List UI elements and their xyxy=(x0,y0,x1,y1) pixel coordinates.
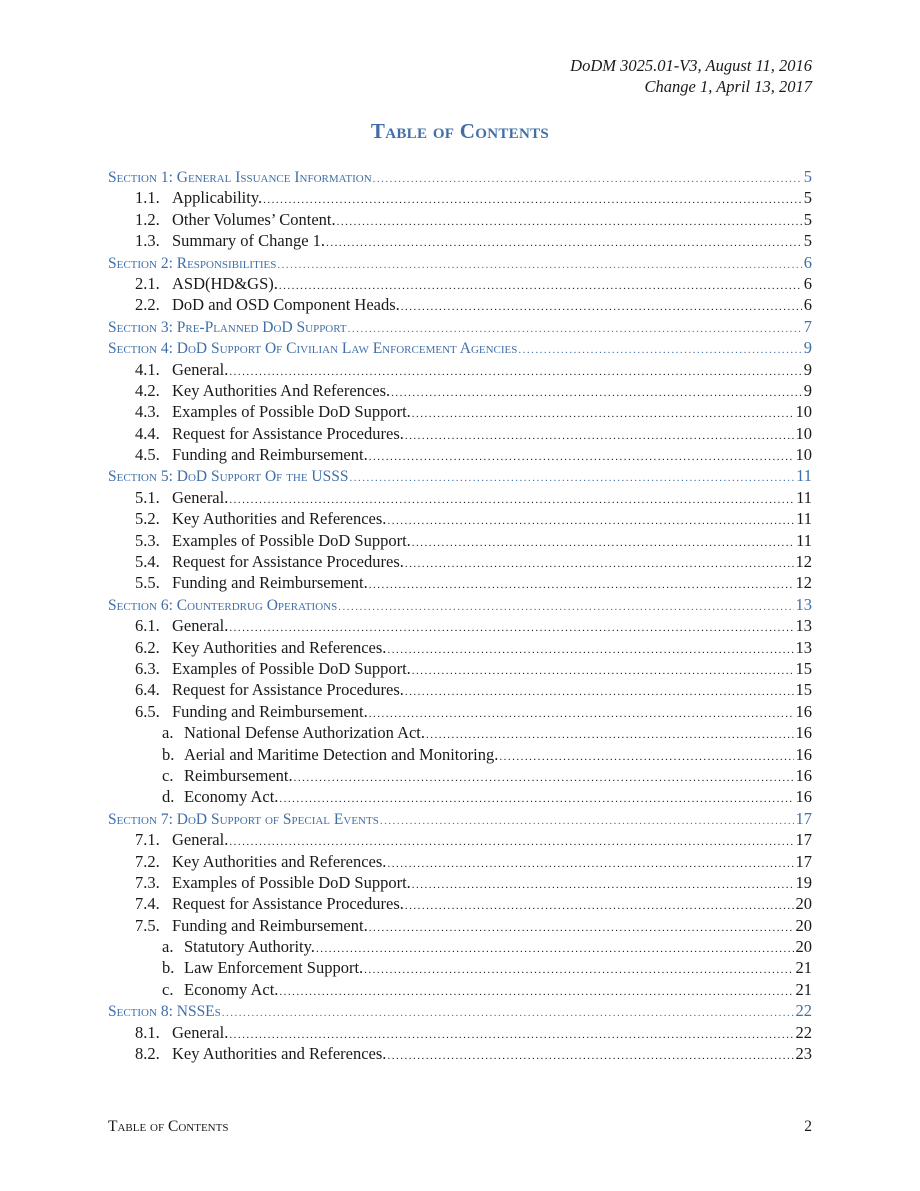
toc-entry-text: Applicability. xyxy=(172,188,263,208)
toc-entry-number: 7.3. xyxy=(135,872,160,892)
toc-entry-text: Section 5: DoD Support Of the USSS xyxy=(108,468,349,486)
toc-page-number: 11 xyxy=(796,487,812,507)
dot-leader xyxy=(405,682,794,703)
toc-entry-link[interactable] xyxy=(108,273,812,294)
toc-entry-number: a. xyxy=(162,937,174,957)
dot-leader xyxy=(316,939,794,960)
toc-entry-link[interactable] xyxy=(108,230,812,251)
toc-entry-link[interactable] xyxy=(108,893,812,914)
toc-entry-number: b. xyxy=(162,744,175,764)
toc-entry-text: Statutory Authority. xyxy=(184,937,315,957)
dot-leader xyxy=(369,704,794,725)
toc-entry-link[interactable] xyxy=(108,1022,812,1043)
dot-leader xyxy=(348,319,802,340)
toc-entry-link[interactable] xyxy=(108,1043,812,1064)
toc-entry-number: 7.5. xyxy=(135,915,160,935)
toc-section-link[interactable] xyxy=(108,465,812,486)
toc-page-number: 15 xyxy=(795,680,812,700)
toc-page-number: 5 xyxy=(803,209,812,229)
toc-page-number: 9 xyxy=(803,380,812,400)
header-doc-id: DoDM 3025.01-V3, August 11, 2016 xyxy=(570,56,812,75)
toc-page-number: 11 xyxy=(796,530,812,550)
toc-section-link[interactable] xyxy=(108,166,812,187)
toc-entry-number: 8.2. xyxy=(135,1044,160,1064)
toc-entry-text: Request for Assistance Procedures. xyxy=(172,423,404,443)
toc-entry-number: 8.1. xyxy=(135,1022,160,1042)
toc-entry-label xyxy=(108,809,379,830)
toc-page-number: 17 xyxy=(795,830,812,850)
toc-page-number: 5 xyxy=(803,231,812,251)
toc-entry-number: 7.4. xyxy=(135,894,160,914)
dot-leader xyxy=(412,661,794,682)
dot-leader xyxy=(391,383,802,404)
toc-entry-number: 5.4. xyxy=(135,552,160,572)
dot-leader xyxy=(387,854,793,875)
toc-entry-link[interactable] xyxy=(108,572,812,593)
page-title: Table of Contents xyxy=(370,119,550,143)
toc-entry-number: 5.1. xyxy=(135,487,160,507)
dot-leader xyxy=(279,789,793,810)
toc-entry-link[interactable] xyxy=(108,915,812,936)
toc-entry-text: Section 7: DoD Support of Special Events xyxy=(108,810,379,828)
toc-entry-label xyxy=(135,359,228,380)
toc-entry-number: 7.1. xyxy=(135,830,160,850)
header-change: Change 1, April 13, 2017 xyxy=(644,77,812,96)
dot-leader xyxy=(373,169,802,190)
toc-entry-text: Aerial and Maritime Detection and Monitoring. xyxy=(184,744,499,764)
toc-page-number: 21 xyxy=(795,958,812,978)
toc-entry-link[interactable] xyxy=(108,829,812,850)
toc-entry-number: 4.1. xyxy=(135,359,160,379)
toc-entry-text: Economy Act. xyxy=(184,787,279,807)
toc-entry-text: Examples of Possible DoD Support. xyxy=(172,872,411,892)
toc-entry-link[interactable] xyxy=(108,658,812,679)
footer-label: Table of Contents xyxy=(108,1118,229,1135)
toc-entry-label xyxy=(135,851,386,872)
toc-entry-label xyxy=(135,915,368,936)
toc-page-number: 22 xyxy=(795,1001,812,1021)
toc-entry-text: Section 1: General Issuance Information xyxy=(108,169,372,186)
toc-entry-label xyxy=(135,294,400,315)
dot-leader xyxy=(412,875,794,896)
toc-entry-label xyxy=(108,167,372,188)
toc-page-number: 20 xyxy=(795,894,812,914)
toc-entry-text: Section 2: Responsibilities xyxy=(108,254,277,272)
toc-entry-label xyxy=(135,1043,386,1064)
toc-page-number: 5 xyxy=(803,167,812,186)
dot-leader xyxy=(387,640,793,661)
document-header xyxy=(570,55,812,97)
toc-page-number: 9 xyxy=(803,359,812,379)
dot-leader xyxy=(337,212,802,233)
toc-entry-label xyxy=(135,423,404,444)
toc-page-number: 15 xyxy=(795,658,812,678)
toc-entry-label xyxy=(135,380,390,401)
toc-entry-number: 5.5. xyxy=(135,573,160,593)
toc-entry-text: Request for Assistance Procedures. xyxy=(172,894,404,914)
toc-page-number: 19 xyxy=(795,872,812,892)
toc-entry-label xyxy=(135,637,386,658)
toc-entry-number: a. xyxy=(162,723,174,743)
toc-entry-label xyxy=(135,401,411,422)
toc-page-number: 10 xyxy=(795,445,812,465)
toc-entry-link[interactable] xyxy=(108,722,812,743)
toc-entry-link[interactable] xyxy=(108,359,812,380)
toc-entry-label xyxy=(108,1001,221,1022)
toc-page-number: 9 xyxy=(803,338,812,358)
toc-page-number: 16 xyxy=(795,701,812,721)
toc-section-link[interactable] xyxy=(108,594,812,615)
toc-entry-text: Examples of Possible DoD Support. xyxy=(172,658,411,678)
toc-entry-label xyxy=(135,508,386,529)
page-footer xyxy=(108,1118,812,1136)
toc-section-link[interactable] xyxy=(108,337,812,358)
toc-entry-number: 2.2. xyxy=(135,295,160,315)
toc-entry-label xyxy=(108,466,348,487)
toc-page-number: 5 xyxy=(803,188,812,208)
toc-section-link[interactable] xyxy=(108,252,812,273)
toc-entry-label xyxy=(135,872,411,893)
toc-entry-number: 6.4. xyxy=(135,680,160,700)
toc-entry-link[interactable] xyxy=(108,851,812,872)
toc-page-number: 16 xyxy=(795,765,812,785)
dot-leader xyxy=(369,918,794,939)
toc-entry-text: Request for Assistance Procedures. xyxy=(172,552,404,572)
toc-page-number: 16 xyxy=(795,723,812,743)
toc-entry-label xyxy=(108,317,347,338)
toc-page-number: 17 xyxy=(795,808,812,828)
dot-leader xyxy=(338,597,793,618)
toc-entry-text: Examples of Possible DoD Support. xyxy=(172,402,411,422)
toc-entry-text: General. xyxy=(172,616,229,636)
toc-section-link[interactable] xyxy=(108,1000,812,1021)
dot-leader xyxy=(518,340,801,361)
toc-entry-label xyxy=(162,957,363,978)
toc-entry-number: 1.1. xyxy=(135,188,160,208)
toc-entry-link[interactable] xyxy=(108,615,812,636)
toc-entry-label xyxy=(135,487,228,508)
toc-page-number: 12 xyxy=(795,573,812,593)
toc-entry-number: 4.3. xyxy=(135,402,160,422)
toc-entry-link[interactable] xyxy=(108,487,812,508)
toc-entry-text: Funding and Reimbursement. xyxy=(172,573,368,593)
toc-entry-text: Other Volumes’ Content. xyxy=(172,209,336,229)
toc-entry-label xyxy=(135,615,228,636)
toc-entry-link[interactable] xyxy=(108,551,812,572)
toc-entry-number: d. xyxy=(162,787,175,807)
toc-page-number: 22 xyxy=(795,1022,812,1042)
dot-leader xyxy=(405,554,794,575)
toc-entry-text: Law Enforcement Support. xyxy=(184,958,364,978)
toc-entry-link[interactable] xyxy=(108,444,812,465)
toc-entry-label xyxy=(162,936,315,957)
toc-entry-link[interactable] xyxy=(108,979,812,1000)
toc-entry-text: Examples of Possible DoD Support. xyxy=(172,530,411,550)
toc-entry-label xyxy=(162,765,293,786)
toc-page-number: 20 xyxy=(795,937,812,957)
toc-entry-text: Funding and Reimbursement. xyxy=(172,915,368,935)
toc-entry-number: c. xyxy=(162,979,174,999)
toc-entry-link[interactable] xyxy=(108,380,812,401)
toc-entry-text: General. xyxy=(172,830,229,850)
toc-page-number: 23 xyxy=(795,1044,812,1064)
toc-entry-number: 4.5. xyxy=(135,445,160,465)
toc-entry-text: Key Authorities and References. xyxy=(172,509,387,529)
toc-entry-text: Summary of Change 1. xyxy=(172,231,326,251)
toc-entry-link[interactable] xyxy=(108,294,812,315)
dot-leader xyxy=(380,811,794,832)
toc-page-number: 11 xyxy=(796,466,812,486)
toc-entry-text: Section 8: NSSEs xyxy=(108,1003,221,1021)
toc-entry-link[interactable] xyxy=(108,765,812,786)
toc-section-link[interactable] xyxy=(108,808,812,829)
dot-leader xyxy=(412,404,794,425)
toc-entry-number: 6.2. xyxy=(135,637,160,657)
toc-entry-text: Funding and Reimbursement. xyxy=(172,445,368,465)
toc-page-number: 16 xyxy=(795,787,812,807)
toc-entry-link[interactable] xyxy=(108,957,812,978)
toc-entry-label xyxy=(108,253,276,274)
toc-entry-label xyxy=(135,679,404,700)
toc-entry-label xyxy=(162,786,278,807)
toc-entry-label xyxy=(162,744,498,765)
toc-entry-number: 6.3. xyxy=(135,658,160,678)
dot-leader xyxy=(222,1003,794,1024)
toc-entry-label xyxy=(108,595,337,616)
page-number: 2 xyxy=(804,1118,812,1135)
toc-entry-link[interactable] xyxy=(108,872,812,893)
dot-leader xyxy=(326,233,802,254)
toc-entry-label xyxy=(135,230,325,251)
dot-leader xyxy=(405,896,794,917)
toc-entry-text: General. xyxy=(172,359,229,379)
toc-section-link[interactable] xyxy=(108,316,812,337)
dot-leader xyxy=(263,190,802,211)
toc-page-number: 6 xyxy=(803,252,812,272)
toc-entry-link[interactable] xyxy=(108,936,812,957)
dot-leader xyxy=(499,747,793,768)
toc-page-number: 7 xyxy=(803,316,812,336)
dot-leader xyxy=(412,533,794,554)
toc-entry-text: Key Authorities and References. xyxy=(172,637,387,657)
toc-entry-label xyxy=(135,658,411,679)
toc-entry-link[interactable] xyxy=(108,530,812,551)
toc-entry-label xyxy=(135,273,278,294)
toc-page-number: 17 xyxy=(795,851,812,871)
toc-entry-link[interactable] xyxy=(108,187,812,208)
toc-entry-link[interactable] xyxy=(108,701,812,722)
dot-leader xyxy=(387,1046,793,1067)
toc-entry-text: Section 6: Counterdrug Operations xyxy=(108,596,338,614)
toc-page-number: 13 xyxy=(795,637,812,657)
dot-leader xyxy=(369,447,794,468)
toc-entry-link[interactable] xyxy=(108,209,812,230)
dot-leader xyxy=(279,982,793,1003)
toc-entry-link[interactable] xyxy=(108,786,812,807)
toc-entry-label xyxy=(135,829,228,850)
toc-entry-label xyxy=(135,551,404,572)
toc-entry-number: 5.2. xyxy=(135,509,160,529)
toc-entry-text: General. xyxy=(172,1022,229,1042)
toc-page-number: 6 xyxy=(803,295,812,315)
toc-entry-number: 4.4. xyxy=(135,423,160,443)
dot-leader xyxy=(387,511,794,532)
toc-entry-label xyxy=(162,979,278,1000)
toc-page-number: 6 xyxy=(803,273,812,293)
toc-entry-number: b. xyxy=(162,958,175,978)
toc-entry-label xyxy=(135,209,336,230)
toc-page-number: 10 xyxy=(795,423,812,443)
toc-entry-label xyxy=(135,1022,228,1043)
toc-page-number: 21 xyxy=(795,979,812,999)
toc-entry-link[interactable] xyxy=(108,637,812,658)
toc-entry-text: ASD(HD&GS). xyxy=(172,273,278,293)
toc-entry-text: Section 3: Pre-Planned DoD Support xyxy=(108,318,347,336)
dot-leader xyxy=(364,960,793,981)
dot-leader xyxy=(294,768,794,789)
toc-entry-label xyxy=(135,187,262,208)
toc-entry-text: Key Authorities And References. xyxy=(172,380,391,400)
toc-entry-text: Key Authorities and References. xyxy=(172,851,387,871)
toc-entry-text: Reimbursement. xyxy=(184,765,293,785)
toc-entry-number: 1.2. xyxy=(135,209,160,229)
toc-page-number: 10 xyxy=(795,402,812,422)
toc-entry-number: 4.2. xyxy=(135,380,160,400)
toc-page-number: 11 xyxy=(796,509,812,529)
toc-entry-label xyxy=(135,701,368,722)
toc-entry-link[interactable] xyxy=(108,401,812,422)
toc-entry-link[interactable] xyxy=(108,508,812,529)
toc-entry-number: 7.2. xyxy=(135,851,160,871)
toc-entry-label xyxy=(135,893,404,914)
toc-entry-text: DoD and OSD Component Heads. xyxy=(172,295,400,315)
toc-page-number: 13 xyxy=(795,594,812,614)
dot-leader xyxy=(401,297,802,318)
toc-entry-label xyxy=(135,572,368,593)
table-of-contents xyxy=(108,166,812,1064)
dot-leader xyxy=(277,255,801,276)
toc-entry-label xyxy=(108,338,517,359)
toc-entry-text: General. xyxy=(172,487,229,507)
toc-entry-label xyxy=(135,530,411,551)
toc-entry-text: Funding and Reimbursement. xyxy=(172,701,368,721)
toc-entry-number: 5.3. xyxy=(135,530,160,550)
toc-entry-number: 2.1. xyxy=(135,273,160,293)
toc-page-number: 13 xyxy=(795,616,812,636)
toc-entry-link[interactable] xyxy=(108,679,812,700)
toc-entry-label xyxy=(162,722,425,743)
toc-entry-text: Key Authorities and References. xyxy=(172,1044,387,1064)
toc-entry-text: National Defense Authorization Act. xyxy=(184,723,426,743)
toc-entry-number: 6.1. xyxy=(135,616,160,636)
toc-entry-text: Request for Assistance Procedures. xyxy=(172,680,404,700)
dot-leader xyxy=(369,575,794,596)
toc-entry-link[interactable] xyxy=(108,744,812,765)
dot-leader xyxy=(405,426,794,447)
dot-leader xyxy=(349,468,794,489)
toc-entry-text: Section 4: DoD Support Of Civilian Law Enforcement Agencies xyxy=(108,340,518,358)
toc-entry-label xyxy=(135,444,368,465)
toc-page-number: 12 xyxy=(795,552,812,572)
toc-entry-number: 1.3. xyxy=(135,231,160,251)
toc-entry-number: c. xyxy=(162,765,174,785)
toc-page-number: 20 xyxy=(795,915,812,935)
toc-entry-link[interactable] xyxy=(108,423,812,444)
toc-entry-number: 6.5. xyxy=(135,701,160,721)
toc-page-number: 16 xyxy=(795,744,812,764)
toc-entry-text: Economy Act. xyxy=(184,979,279,999)
